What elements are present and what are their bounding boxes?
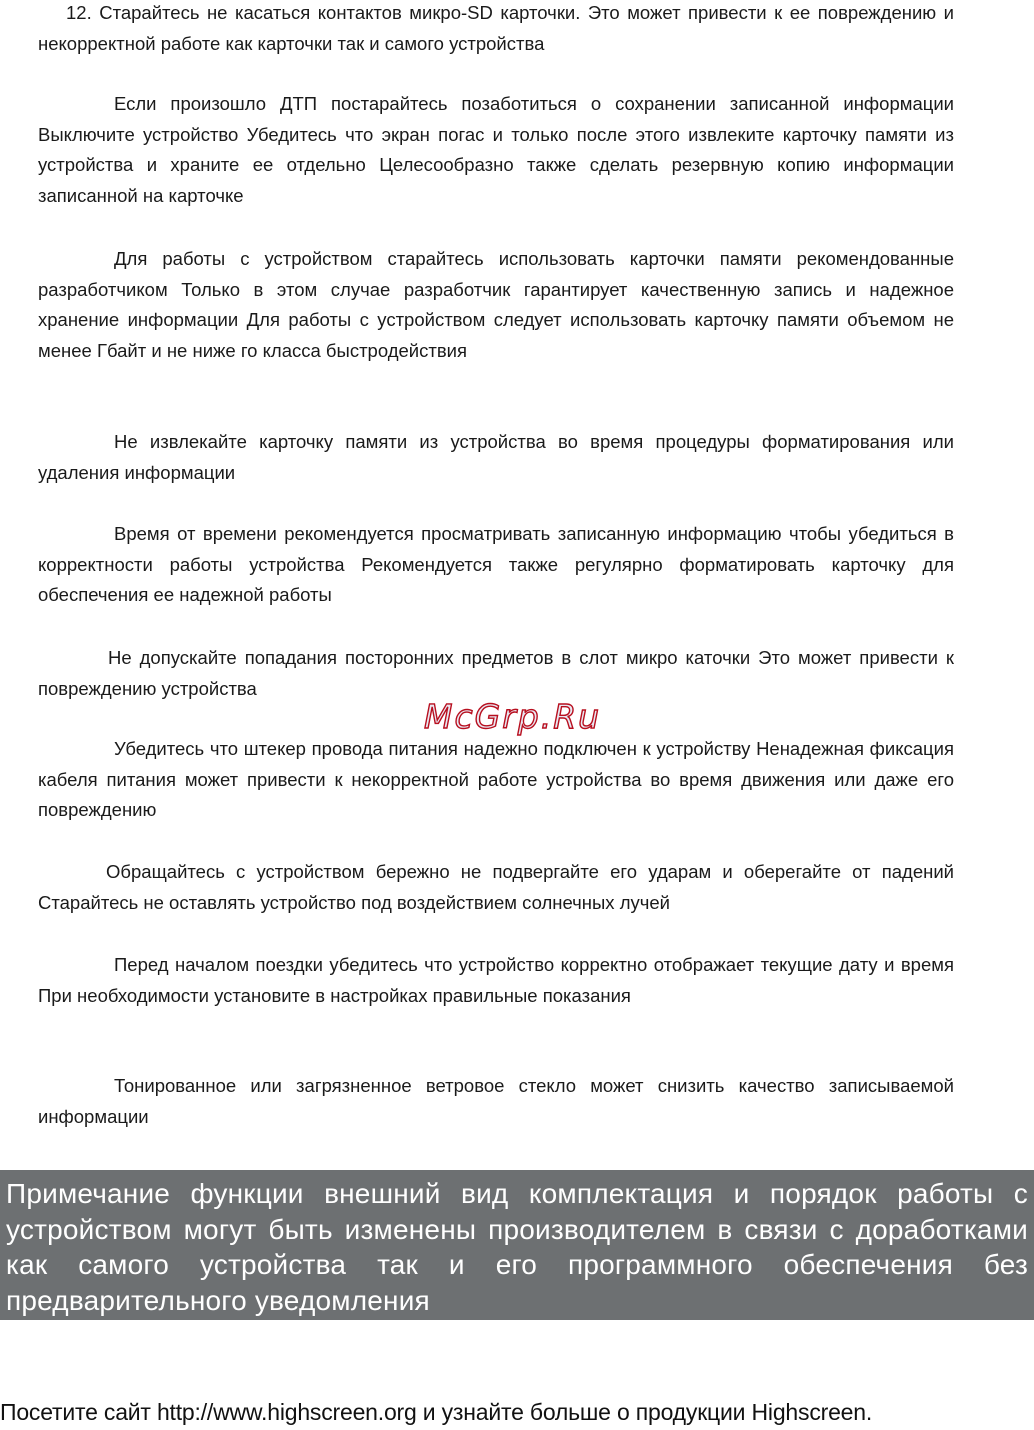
- paragraph-12-microsd-contacts: 12. Старайтесь не касаться контактов микро-SD карточки. Это может привести к ее повреждению и некорректной работе как карточки так и самого устройства: [38, 2, 954, 54]
- paragraph-careful-handling: Обращайтесь с устройством бережно не подвергайте его ударам и оберегайте от падений Старайтесь не оставлять устройство под воздействием солнечных лучей: [38, 861, 954, 913]
- watermark-logo: McGrp.Ru: [424, 697, 602, 736]
- note-banner: [0, 1170, 1034, 1320]
- paragraph-accident: Если произошло ДТП постарайтесь позаботиться о сохранении записанной информации Выключите устройство Убедитесь что экран погас и только после этого извлеките карточку памяти из устройства и храните ее отдельно Целесообразно также сделать резервную копию информации записанной на карточке: [38, 93, 954, 206]
- note-text: Примечание функции внешний вид комплектация и порядок работы с устройством могут быть изменены производителем в связи с доработками как самого устройства так и его программного обеспечения без предварительного уведомления: [6, 1178, 1028, 1316]
- paragraph-recommended-cards: Для работы с устройством старайтесь использовать карточки памяти рекомендованные разработчиком Только в этом случае разработчик гарантирует качественную запись и надежное хранение информации Для работы с устройством следует использовать карточку памяти объемом не менее Гбайт и не ниже го класса быстродействия: [38, 248, 954, 361]
- paragraph-formatting: Не извлекайте карточку памяти из устройства во время процедуры форматирования или удаления информации: [38, 431, 954, 483]
- footer-website-text: Посетите сайт http://www.highscreen.org и узнайте больше о продукции Highscreen.: [0, 1399, 873, 1425]
- paragraph-date-time: Перед началом поездки убедитесь что устройство корректно отображает текущие дату и время При необходимости установите в настройках правильные показания: [38, 954, 954, 1006]
- paragraph-check-recordings: Время от времени рекомендуется просматривать записанную информацию чтобы убедиться в корректности работы устройства Рекомендуется также регулярно форматировать карточку для обеспечения ее надежной работы: [38, 523, 954, 605]
- paragraph-windshield: Тонированное или загрязненное ветровое стекло может снизить качество записываемой информации: [38, 1075, 954, 1127]
- paragraph-slot-objects: Не допускайте попадания посторонних предметов в слот микро каточки Это может привести к повреждению устройства: [38, 647, 954, 699]
- paragraph-power-cable: Убедитесь что штекер провода питания надежно подключен к устройству Ненадежная фиксация кабеля питания может привести к некорректной работе устройства во время движения или даже его повреждению: [38, 738, 954, 820]
